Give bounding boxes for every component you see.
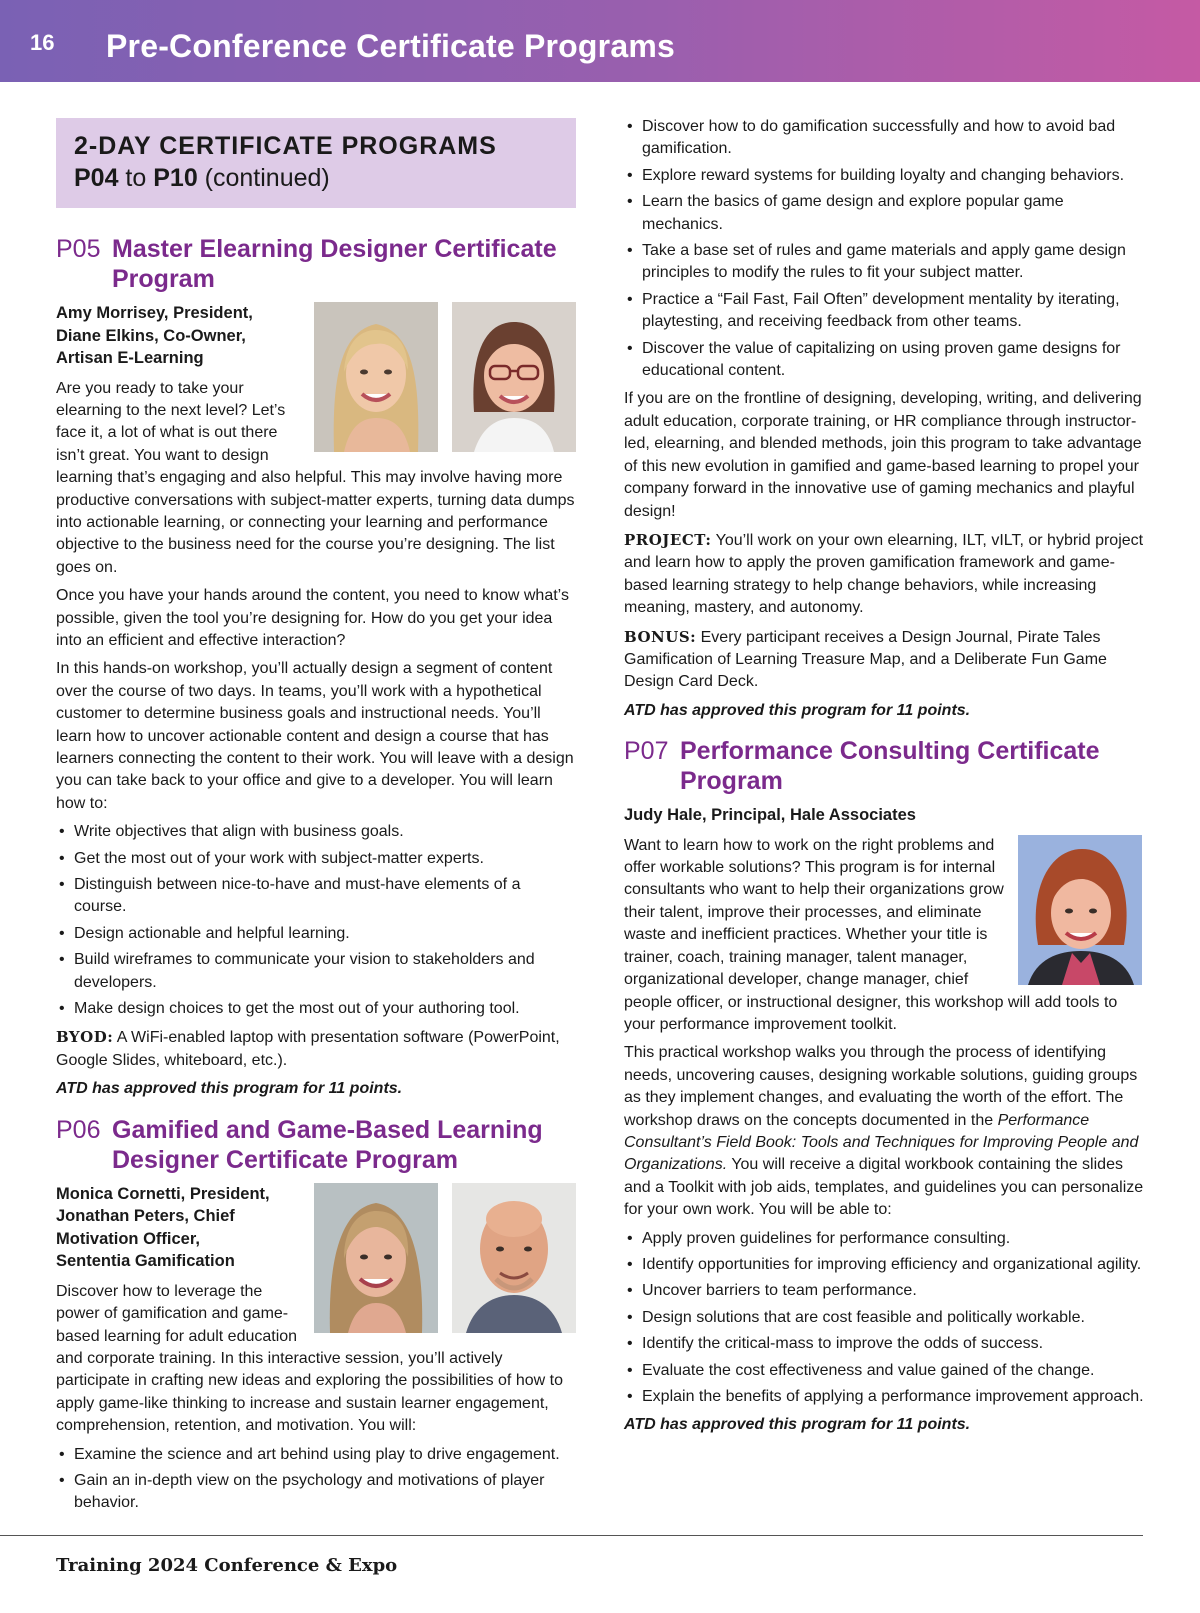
- banner-line-2: [74, 162, 558, 194]
- p06-intro: Discover how to leverage the power of gamification and game-based learning for adult education and corporate training. In this interactive session, you’ll actively participate in crafting new ideas and exploring the possibilities of how to apply game-like thinking to increase and sustain learner engagement, comprehension, retention, and motivation. You will:: [56, 1282, 563, 1435]
- list-item: • Identify opportunities for improving efficiency and organizational agility.: [642, 1254, 1144, 1276]
- list-item: • Practice a “Fail Fast, Fail Often” development mentality by iterating, playtesting, and receiving feedback from other teams.: [642, 289, 1144, 334]
- list-item: • Uncover barriers to team performance.: [642, 1280, 1144, 1302]
- p06-photos: [314, 1183, 576, 1333]
- list-item: • Make design choices to get the most out of your authoring tool.: [74, 998, 576, 1020]
- p07-paragraph-part: This practical workshop walks you through the process of identifying needs, uncovering causes, designing workable solutions, guiding groups as they implement changes, and evaluating the worth of the effort. The workshop draws on the concepts documented in the: [624, 1044, 1138, 1129]
- p07-paragraph: [624, 1042, 1144, 1221]
- p07-photos: [1018, 835, 1144, 985]
- p07-paragraph: Want to learn how to work on the right problems and offer workable solutions? This program is for internal consultants who want to help their organizations grow their talent, improve their processes, and eliminate waste and inefficient practices. Whether your title is trainer, coach, training manager, talent manager, organizational developer, change manager, chief people officer, or instructional designer, this workshop will add tools to your performance improvement toolkit.: [624, 836, 1118, 1033]
- p06-bullet-list: [56, 1444, 576, 1515]
- p06-bullet-list-continued: [624, 116, 1144, 382]
- banner-line-1: 2-DAY CERTIFICATE PROGRAMS: [74, 132, 497, 160]
- presenter-line: Amy Morrisey, President,: [56, 304, 253, 322]
- byod-label: BYOD:: [56, 1028, 114, 1047]
- p05-bullet-list: [56, 821, 576, 1020]
- p06-code: P06: [56, 1115, 101, 1144]
- presenter-photo-amy-morrisey: [314, 302, 438, 452]
- footer-divider: [0, 1535, 1143, 1536]
- presenter-photo-monica-cornetti: [314, 1183, 438, 1333]
- list-item: • Explore reward systems for building loyalty and changing behaviors.: [642, 165, 1144, 187]
- list-item: • Evaluate the cost effectiveness and value gained of the change.: [642, 1360, 1144, 1382]
- p06-paragraph: If you are on the frontline of designing, developing, writing, and delivering adult education, corporate training, or HR compliance through instructor-led, elearning, and blended methods, join this program to take advantage of this new evolution in gamified and game-based learning to propel your company forward in the innovative use of gaming mechanics and playful design!: [624, 390, 1142, 520]
- presenter-line: Monica Cornetti, President,: [56, 1184, 270, 1203]
- p07-presenters: [624, 804, 1144, 827]
- list-item: • Discover how to do gamification successfully and how to avoid bad gamification.: [642, 116, 1144, 161]
- p07-bullet-list: [624, 1228, 1144, 1409]
- p06-heading: [56, 1115, 576, 1175]
- p06-bonus: [624, 626, 1144, 694]
- p05-heading: [56, 234, 576, 294]
- list-item: • Learn the basics of game design and explore popular game mechanics.: [642, 191, 1144, 236]
- p06-approved: ATD has approved this program for 11 points.: [624, 701, 971, 719]
- project-text: You’ll work on your own elearning, ILT, vILT, or hybrid project and learn how to apply the proven gamification framework and game-based learning strategy to help change behaviors, while increasing meaning, mastery, and autonomy.: [624, 531, 1144, 617]
- left-column: [56, 118, 576, 1521]
- presenter-line: Sententia Gamification: [56, 1252, 235, 1271]
- list-item: • Explain the benefits of applying a performance improvement approach.: [642, 1386, 1144, 1408]
- p05-title: Master Elearning Designer Certificate Program: [112, 235, 557, 293]
- banner-range-to: to: [118, 164, 154, 192]
- list-item: • Distinguish between nice-to-have and must-have elements of a course.: [74, 874, 576, 919]
- p07-heading: [624, 736, 1144, 796]
- page-number: 16: [30, 30, 55, 55]
- p07-title: Performance Consulting Certificate Program: [680, 737, 1100, 796]
- p05-approved: ATD has approved this program for 11 points.: [56, 1080, 403, 1098]
- p06-title: Gamified and Game-Based Learning Designer Certificate Program: [112, 1115, 543, 1174]
- banner-continued: (continued): [197, 164, 330, 192]
- presenter-line: Jonathan Peters, Chief: [56, 1207, 235, 1226]
- list-item: • Design actionable and helpful learning.: [74, 923, 576, 945]
- presenter-line: Motivation Officer,: [56, 1229, 200, 1248]
- list-item: • Discover the value of capitalizing on using proven game designs for educational content.: [642, 338, 1144, 383]
- presenter-photo-judy-hale: [1018, 835, 1142, 985]
- p05-paragraph: Once you have your hands around the content, you need to know what’s possible, given the tool you’re designing for. How do you get your idea into an efficient and effective interaction?: [56, 587, 569, 649]
- presenter-photo-jonathan-peters: [452, 1183, 576, 1333]
- right-column: [624, 116, 1144, 1451]
- presenter-line: Artisan E-Learning: [56, 349, 204, 367]
- p05-paragraph: Are you ready to take your elearning to the next level? Let’s face it, a lot of what is out there isn’t great. You want to design learning that’s engaging and also helpful. This may involve having more productive conversations with subject-matter experts, turning data dumps into actionable learning, or connecting your learning and performance objective to the business need for the course you’re designing. The list goes on.: [56, 379, 575, 576]
- p05-byod: [56, 1026, 576, 1072]
- presenter-photo-diane-elkins: [452, 302, 576, 452]
- list-item: • Identify the critical-mass to improve the odds of success.: [642, 1333, 1144, 1355]
- list-item: • Build wireframes to communicate your vision to stakeholders and developers.: [74, 949, 576, 994]
- section-banner: [56, 118, 576, 208]
- list-item: • Examine the science and art behind using play to drive engagement.: [74, 1444, 576, 1466]
- p07-approved: ATD has approved this program for 11 points.: [624, 1416, 971, 1434]
- list-item: • Take a base set of rules and game materials and apply game design principles to modify the rules to fit your subject matter.: [642, 240, 1144, 285]
- bonus-text: Every participant receives a Design Journal, Pirate Tales Gamification of Learning Treasure Map, and a Deliberate Fun Game Design Card Deck.: [624, 628, 1107, 691]
- list-item: • Design solutions that are cost feasible and politically workable.: [642, 1307, 1144, 1329]
- p07-paragraph-part: You will receive a digital workbook containing the slides and a Toolkit with job aids, templates, and guidelines you can personalize for your own work. You will be able to:: [624, 1156, 1144, 1219]
- p07-code: P07: [624, 737, 669, 766]
- list-item: • Get the most out of your work with subject-matter experts.: [74, 848, 576, 870]
- footer-text: Training 2024 Conference & Expo: [56, 1555, 398, 1576]
- p06-project: [624, 529, 1144, 620]
- p05-code: P05: [56, 235, 101, 263]
- page-title: Pre-Conference Certificate Programs: [106, 28, 675, 64]
- p05-photos: [314, 302, 576, 452]
- presenter-line: Judy Hale, Principal, Hale Associates: [624, 806, 916, 825]
- banner-range-end: P10: [153, 164, 198, 192]
- bonus-label: BONUS:: [624, 627, 697, 646]
- list-item: • Apply proven guidelines for performance consulting.: [642, 1228, 1144, 1250]
- project-label: PROJECT:: [624, 530, 712, 549]
- presenter-line: Diane Elkins, Co-Owner,: [56, 326, 246, 345]
- book-title: Performance Consultant’s Field Book: Tools and Techniques for Improving People and Organizations.: [624, 1111, 1139, 1174]
- list-item: • Gain an in-depth view on the psychology and motivations of player behavior.: [74, 1470, 576, 1515]
- p05-paragraph: In this hands-on workshop, you’ll actually design a segment of content over the course of two days. In teams, you’ll work with a hypothetical customer to determine business goals and instructional needs. You’ll learn how to uncover actionable content and design a course that has learners connecting the content to their work. You will leave with a design you can take back to your office and give to a developer. You will learn how to:: [56, 660, 574, 812]
- byod-text: A WiFi-enabled laptop with presentation software (PowerPoint, Google Slides, whiteboard, etc.).: [56, 1029, 560, 1069]
- list-item: • Write objectives that align with business goals.: [74, 821, 576, 843]
- banner-range-start: P04: [74, 164, 119, 192]
